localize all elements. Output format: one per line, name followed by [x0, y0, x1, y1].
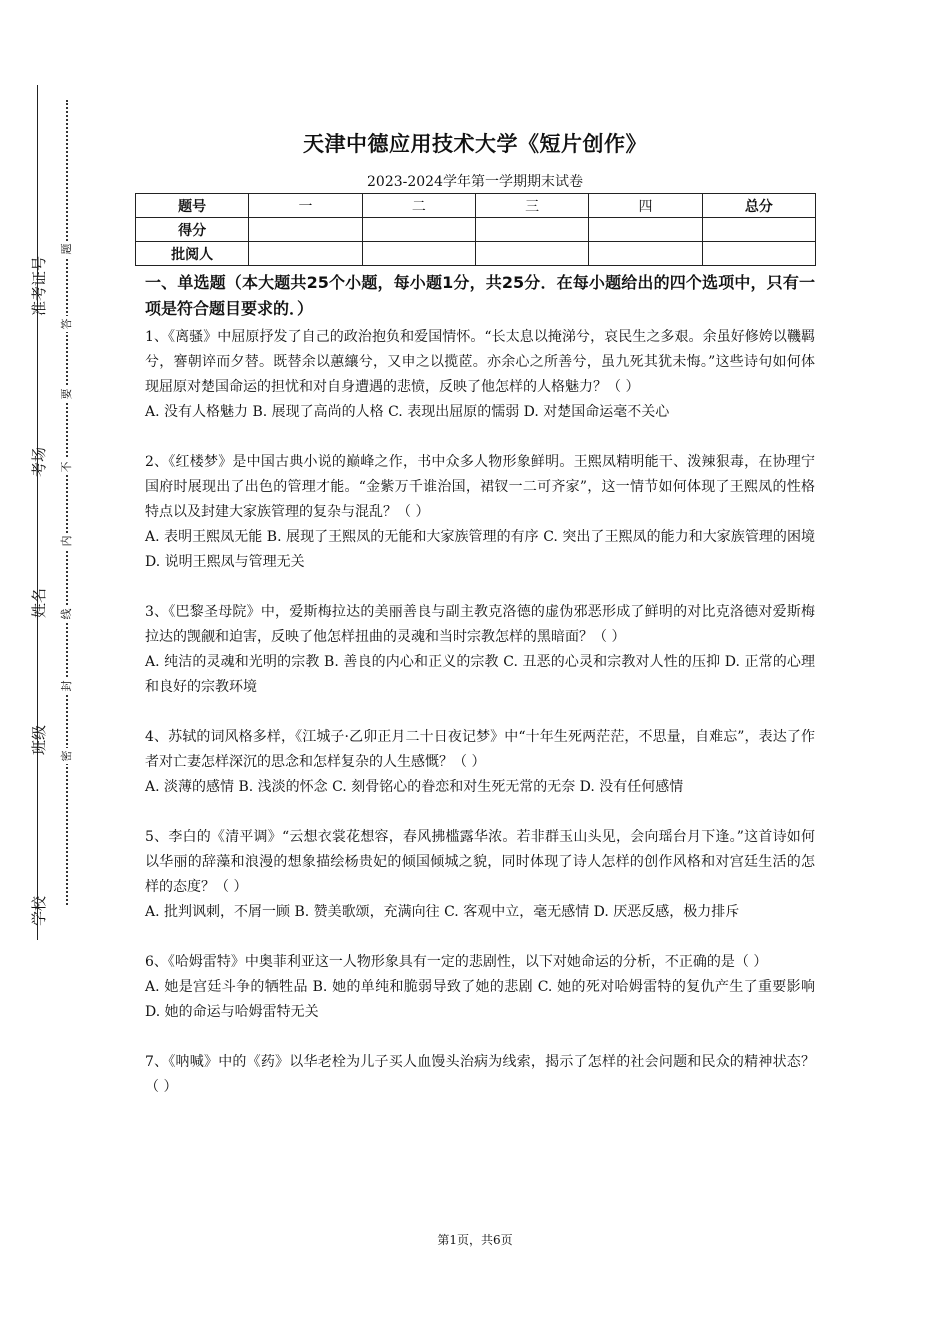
question-item: [145, 825, 815, 925]
margin-field-exam-room: 考场: [29, 447, 48, 478]
score-table-header-row: [136, 194, 816, 218]
question-stem: 4、苏轼的词风格多样，《江城子·乙卯正月二十日夜记梦》中“十年生死两茫茫，不思量，自难忘”，表达了作者对亡妻怎样深沉的思念和怎样复杂的人生感慨？（ ）: [145, 729, 815, 770]
question-options: A. 纯洁的灵魂和光明的宗教 B. 善良的内心和正义的宗教 C. 丑恶的心灵和宗教对人性的压抑 D. 正常的心理和良好的宗教环境: [145, 654, 815, 695]
question-item: [145, 325, 815, 425]
margin-field-school: 学校: [29, 896, 48, 927]
binding-dotted-line: [66, 100, 68, 905]
reviewer-row-label: 批阅人: [136, 242, 249, 266]
score-row-label: 得分: [136, 218, 249, 242]
question-item: [145, 600, 815, 700]
margin-field-name: 姓名: [29, 588, 48, 619]
seal-char: 密: [58, 748, 74, 764]
reviewer-row: [136, 242, 816, 266]
seal-char: 线: [58, 606, 74, 622]
question-stem: 3、《巴黎圣母院》中，爱斯梅拉达的美丽善良与副主教克洛德的虚伪邪恶形成了鲜明的对比克洛德对爱斯梅拉达的觊觎和迫害，反映了他怎样扭曲的灵魂和当时宗教怎样的黑暗面？（ ）: [145, 604, 815, 645]
question-item: [145, 950, 815, 1025]
seal-char: 不: [58, 459, 74, 475]
score-cell: [362, 218, 475, 242]
score-header-cell: 一: [249, 194, 362, 218]
score-header-cell: 题号: [136, 194, 249, 218]
reviewer-cell: [362, 242, 475, 266]
exam-title: 天津中德应用技术大学《短片创作》: [303, 132, 647, 156]
score-cell: [702, 218, 815, 242]
question-stem: 6、《哈姆雷特》中奥菲利亚这一人物形象具有一定的悲剧性，以下对她命运的分析，不正确的是（ ）: [145, 954, 768, 970]
score-cell: [249, 218, 362, 242]
reviewer-cell: [475, 242, 588, 266]
margin-field-class: 班级: [29, 725, 48, 756]
seal-char: 答: [58, 316, 74, 332]
seal-char: 封: [58, 678, 74, 694]
question-options: A. 她是宫廷斗争的牺牲品 B. 她的单纯和脆弱导致了她的悲剧 C. 她的死对哈姆雷特的复仇产生了重要影响 D. 她的命运与哈姆雷特无关: [145, 979, 815, 1020]
score-header-cell: 四: [589, 194, 702, 218]
seal-char: 要: [58, 386, 74, 402]
seal-char: 内: [58, 533, 74, 549]
question-options: A. 没有人格魅力 B. 展现了高尚的人格 C. 表现出屈原的懦弱 D. 对楚国命运毫不关心: [145, 404, 670, 420]
score-header-cell: 二: [362, 194, 475, 218]
exam-content: [145, 270, 815, 1125]
score-table: [135, 193, 816, 266]
score-cell: [475, 218, 588, 242]
score-cell: [589, 218, 702, 242]
reviewer-cell: [589, 242, 702, 266]
page-number: 第1页，共6页: [437, 1233, 513, 1247]
binding-solid-line: [37, 85, 38, 940]
reviewer-cell: [249, 242, 362, 266]
question-stem: 5、李白的《清平调》“云想衣裳花想容，春风拂槛露华浓。若非群玉山头见，会向瑶台月下逢。”这首诗如何以华丽的辞藻和浪漫的想象描绘杨贵妃的倾国倾城之貌，同时体现了诗人怎样的创作风格和对宫廷生活的怎样的态度？（ ）: [145, 829, 815, 895]
question-item: [145, 725, 815, 800]
score-header-cell: 三: [475, 194, 588, 218]
question-item: [145, 450, 815, 575]
score-header-cell: 总分: [702, 194, 815, 218]
question-options: A. 淡薄的感情 B. 浅淡的怀念 C. 刻骨铭心的眷恋和对生死无常的无奈 D. 没有任何感情: [145, 779, 684, 795]
exam-subtitle: 2023-2024学年第一学期期末试卷: [367, 174, 583, 190]
question-stem: 1、《离骚》中屈原抒发了自己的政治抱负和爱国情怀。“长太息以掩涕兮，哀民生之多艰。余虽好修姱以鞿羁兮，謇朝谇而夕替。既替余以蕙纕兮，又申之以揽茝。亦余心之所善兮，虽九死其犹未悔。”这些诗句如何体现屈原对楚国命运的担忧和对自身遭遇的悲愤，反映了他怎样的人格魅力？（ ）: [145, 329, 815, 395]
question-item: [145, 1050, 815, 1100]
margin-field-exam-number: 准考证号: [29, 255, 48, 316]
reviewer-cell: [702, 242, 815, 266]
question-options: A. 表明王熙凤无能 B. 展现了王熙凤的无能和大家族管理的有序 C. 突出了王熙凤的能力和大家族管理的困境 D. 说明王熙凤与管理无关: [145, 529, 815, 570]
question-stem: 2、《红楼梦》是中国古典小说的巅峰之作，书中众多人物形象鲜明。王熙凤精明能干、泼辣狠毒，在协理宁国府时展现出了出色的管理才能。“金紫万千谁治国，裙钗一二可齐家”，这一情节如何体现了王熙凤的性格特点以及封建大家族管理的复杂与混乱？（ ）: [145, 454, 815, 520]
section-heading: 一、单选题（本大题共25个小题，每小题1分，共25分．在每小题给出的四个选项中，只有一项是符合题目要求的．）: [145, 273, 815, 318]
score-row: [136, 218, 816, 242]
question-stem: 7、《呐喊》中的《药》以华老栓为儿子买人血馒头治病为线索，揭示了怎样的社会问题和民众的精神状态？（ ）: [145, 1054, 815, 1095]
seal-char: 题: [58, 241, 74, 257]
question-options: A. 批判讽刺，不屑一顾 B. 赞美歌颂，充满向往 C. 客观中立，毫无感情 D. 厌恶反感，极力排斥: [145, 904, 740, 920]
